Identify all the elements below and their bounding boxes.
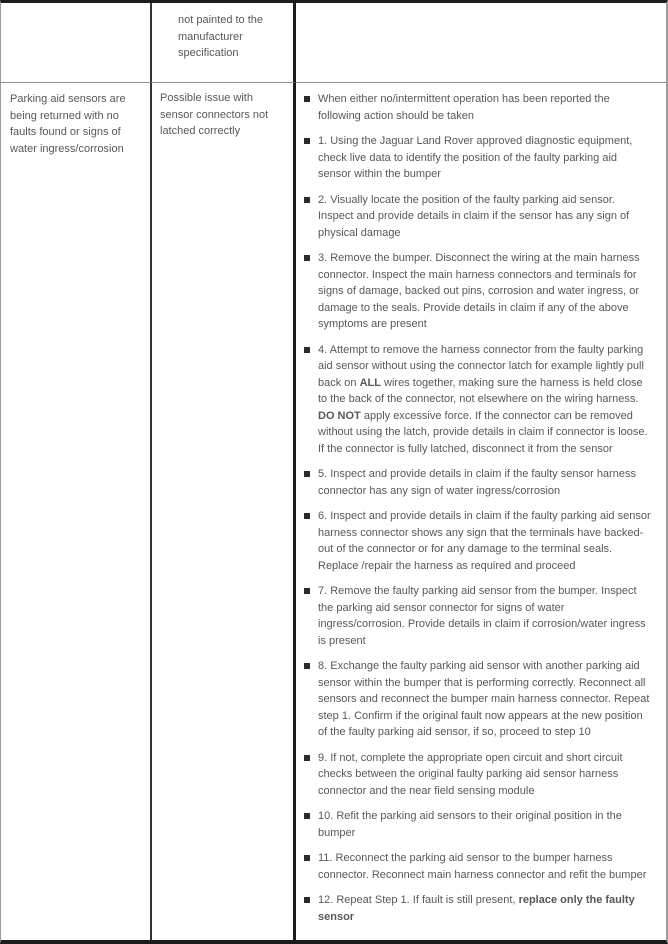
- action-step-item: [304, 508, 652, 574]
- action-step-item: [304, 342, 652, 458]
- cause-text: Possible issue with sensor connectors not latched correctly: [160, 92, 269, 137]
- action-step-item: [304, 250, 652, 333]
- action-step-item: [304, 750, 652, 800]
- step-text: 8. Exchange the faulty parking aid sensor with another parking aid sensor within the bumper that is performing correctly. Reconnect all sensors and reconnect the bumper main harness connector. Repeat step 1. Confirm if the original fault now appears at the new position of the faulty parking aid sensor, if so, proceed to step 10: [318, 660, 650, 738]
- step-text-bold: ALL: [359, 376, 381, 389]
- square-bullet-icon: [304, 255, 310, 261]
- step-text: 10. Refit the parking aid sensors to their original position in the bumper: [318, 810, 622, 839]
- step-text: 11. Reconnect the parking aid sensor to the bumper harness connector. Reconnect main harness connector and refit the bumper: [318, 852, 647, 881]
- step-text-bold: DO NOT: [318, 409, 361, 422]
- square-bullet-icon: [304, 96, 310, 102]
- step-text: 12. Repeat Step 1. If fault is still present,: [318, 894, 519, 906]
- step-text: When either no/intermittent operation has been reported the following action should be taken: [318, 93, 610, 122]
- action-step-item: [304, 850, 652, 883]
- cell-symptom: [1, 83, 152, 940]
- cell-cause: [152, 83, 296, 940]
- cell-actions-partial: [296, 3, 666, 83]
- action-step-item: [304, 658, 652, 741]
- square-bullet-icon: [304, 813, 310, 819]
- square-bullet-icon: [304, 347, 310, 353]
- action-steps-list: [304, 91, 652, 925]
- step-text: 2. Visually locate the position of the faulty parking aid sensor. Inspect and provide details in claim if the sensor has any sign of physical damage: [318, 193, 630, 239]
- symptom-text: Parking aid sensors are being returned with no faults found or signs of water ingress/corrosion: [10, 93, 126, 155]
- step-text-bold: replace only the faulty sensor: [318, 894, 635, 923]
- step-text: apply excessive force. If the connector can be removed without using the latch, provide details in claim if connector is loose. If the connector is fully latched, disconnect it from the sensor: [318, 409, 648, 455]
- action-step-item: [304, 91, 652, 124]
- cell-cause-partial: [152, 3, 296, 83]
- action-step-item: [304, 133, 652, 183]
- square-bullet-icon: [304, 138, 310, 144]
- step-text: wires together, making sure the harness is held close to the back of the connector, not elsewhere on the wiring harness.: [318, 376, 643, 405]
- action-step-item: [304, 583, 652, 649]
- square-bullet-icon: [304, 197, 310, 203]
- action-step-item: [304, 466, 652, 499]
- square-bullet-icon: [304, 897, 310, 903]
- step-text: 4. Attempt to remove the harness connector from the faulty parking aid sensor without using the connector latch for example lightly pull back on: [318, 343, 644, 389]
- square-bullet-icon: [304, 471, 310, 477]
- step-text: 5. Inspect and provide details in claim if the faulty sensor harness connector has any sign of water ingress/corrosion: [318, 468, 636, 497]
- step-text: 1. Using the Jaguar Land Rover approved diagnostic equipment, check live data to identify the position of the faulty parking aid sensor within the bumper: [318, 135, 633, 180]
- square-bullet-icon: [304, 588, 310, 594]
- step-text: 7. Remove the faulty parking aid sensor from the bumper. Inspect the parking aid sensor connector for signs of water ingress/corrosion. Provide details in claim if corrosion/water ingress is present: [318, 585, 646, 647]
- cell-actions: [296, 83, 666, 940]
- cell-symptom-partial: [1, 3, 152, 83]
- step-text: 3. Remove the bumper. Disconnect the wiring at the main harness connector. Inspect the main harness connectors and terminals for signs of damage, backed out pins, corrosion and water ingress, or damage to the seals. Provide details in claim if any of the above symptoms are present: [318, 252, 640, 330]
- square-bullet-icon: [304, 513, 310, 519]
- step-text: 6. Inspect and provide details in claim if the faulty parking aid sensor harness connector shows any sign that the terminals have backed-out of the connector or for any damage to the terminal seals. Replace /repair the harness as required and proceed: [318, 510, 651, 572]
- action-step-item: [304, 192, 652, 242]
- action-step-item: [304, 808, 652, 841]
- square-bullet-icon: [304, 663, 310, 669]
- square-bullet-icon: [304, 755, 310, 761]
- action-step-item: [304, 892, 652, 925]
- square-bullet-icon: [304, 855, 310, 861]
- cause-continuation-text: not painted to the manufacturer specification: [178, 14, 264, 59]
- step-text: 9. If not, complete the appropriate open circuit and short circuit checks between the original faulty parking aid sensor harness connector and the near field sensing module: [318, 751, 623, 797]
